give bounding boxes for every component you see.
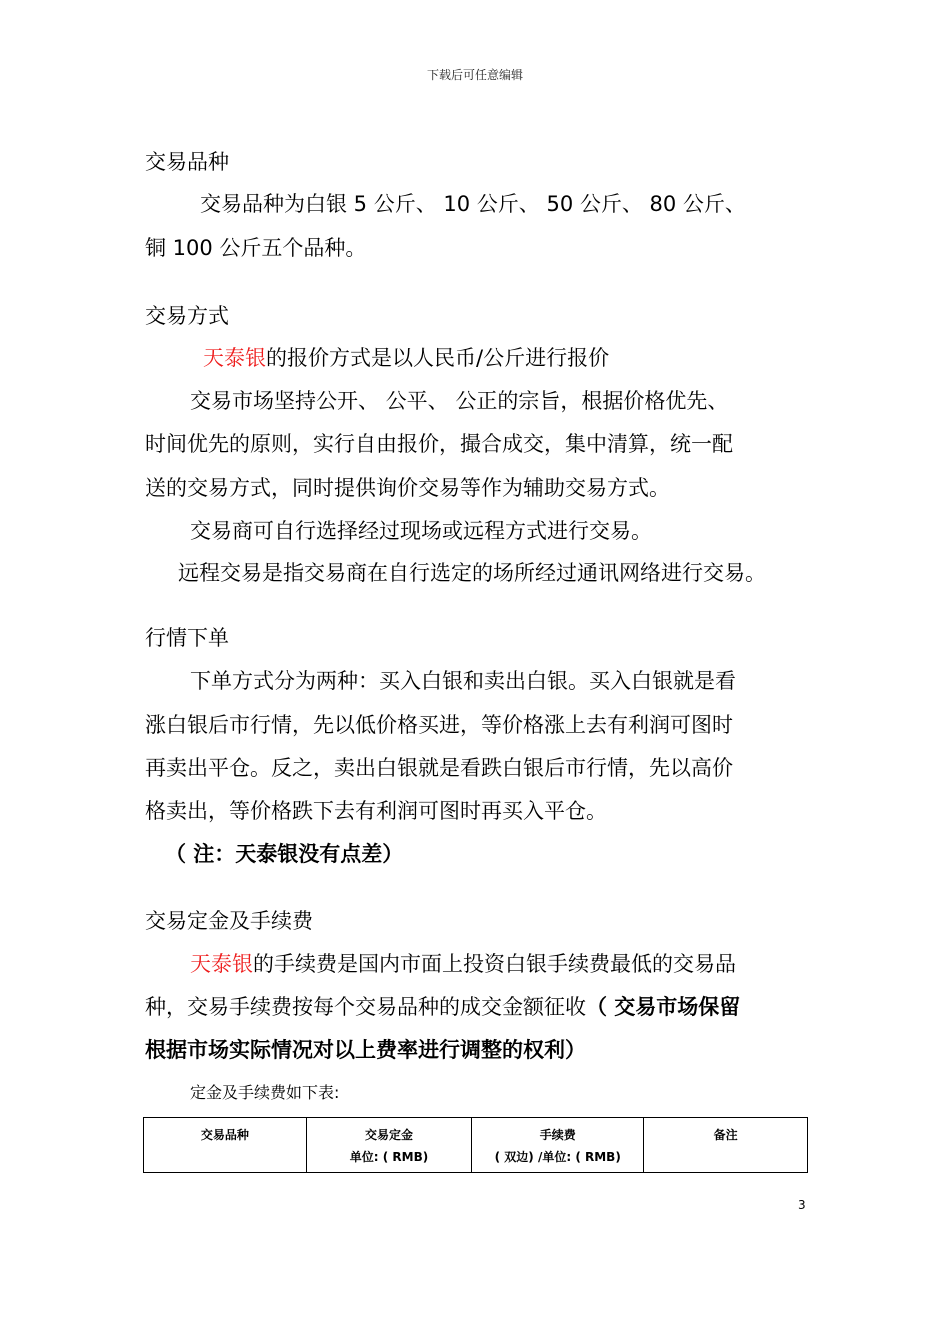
header-deposit: 交易定金 <box>364 1128 413 1142</box>
fees-line-2 <box>145 991 740 1021</box>
fees-line-1-text: 的手续费是国内市面上投资白银手续费最低的交易品 <box>253 952 736 976</box>
header-fee: 手续费 <box>539 1128 576 1142</box>
method-line-6: 远程交易是指交易商在自行选定的场所经过通讯网络进行交易。 <box>178 561 766 585</box>
method-line-3: 时间优先的原则，实行自由报价，撮合成交，集中清算，统一配 <box>145 432 733 456</box>
method-line-4: 送的交易方式，同时提供询价交易等作为辅助交易方式。 <box>145 476 670 500</box>
header-remarks: 备注 <box>713 1128 738 1142</box>
table-header-row <box>144 1118 808 1173</box>
table-header-cell <box>144 1118 307 1173</box>
header-variety: 交易品种 <box>200 1128 249 1142</box>
heading-fees: 交易定金及手续费 <box>145 909 313 933</box>
fees-line-3: 根据市场实际情况对以上费率进行调整的权利） <box>145 1038 586 1062</box>
table-header-cell <box>306 1118 471 1173</box>
method-line-2: 交易市场坚持公开、 公平、 公正的宗旨，根据价格优先、 <box>190 389 729 413</box>
fees-line-1 <box>190 948 736 978</box>
orders-note: （ 注：天泰银没有点差） <box>165 842 404 866</box>
table-intro: 定金及手续费如下表: <box>190 1083 340 1102</box>
orders-line-2: 涨白银后市行情，先以低价格买进，等价格涨上去有利润可图时 <box>145 713 733 737</box>
brand-name: 天泰银 <box>203 346 266 370</box>
heading-orders: 行情下单 <box>145 626 229 650</box>
page-header: 下载后可任意编辑 <box>426 68 523 82</box>
fees-line-2-text: 种，交易手续费按每个交易品种的成交金额征收 <box>145 995 586 1019</box>
header-deposit-unit: 单位: ( RMB) <box>349 1150 429 1164</box>
heading-method: 交易方式 <box>145 304 229 328</box>
orders-line-4: 格卖出，等价格跌下去有利润可图时再买入平仓。 <box>145 799 607 823</box>
table-header-cell <box>644 1118 808 1173</box>
fee-table <box>143 1117 808 1173</box>
varieties-line-1: 交易品种为白银 5 公斤、 10 公斤、 50 公斤、 80 公斤、 <box>200 192 746 216</box>
method-line-1-text: 的报价方式是以人民币/公斤进行报价 <box>266 346 610 370</box>
orders-line-3: 再卖出平仓。反之，卖出白银就是看跌白银后市行情，先以高价 <box>145 756 733 780</box>
method-line-5: 交易商可自行选择经过现场或远程方式进行交易。 <box>190 519 652 543</box>
varieties-line-2: 铜 100 公斤五个品种。 <box>145 236 367 260</box>
orders-line-1: 下单方式分为两种：买入白银和卖出白银。买入白银就是看 <box>190 669 736 693</box>
brand-name: 天泰银 <box>190 952 253 976</box>
fees-line-2-bold: （ 交易市场保留 <box>586 995 741 1019</box>
page-number: 3 <box>798 1198 806 1212</box>
method-line-1 <box>203 342 609 372</box>
header-fee-unit: ( 双边) /单位: ( RMB) <box>494 1150 621 1164</box>
table-header-cell <box>472 1118 644 1173</box>
heading-varieties: 交易品种 <box>145 150 229 174</box>
